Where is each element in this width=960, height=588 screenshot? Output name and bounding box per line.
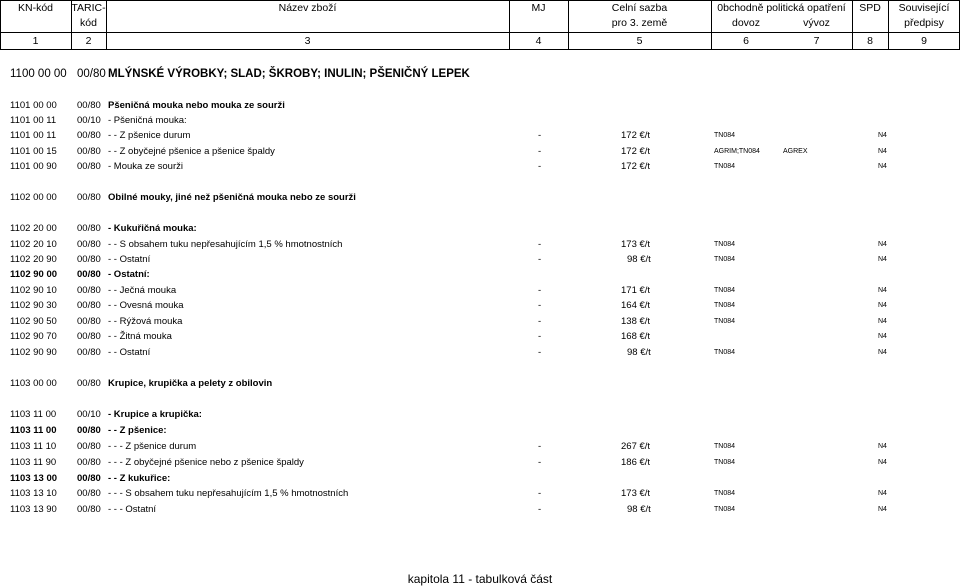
goods-name: - - Z pšenice: — [108, 425, 167, 436]
taric-code: 00/80 — [77, 146, 101, 157]
table-row — [0, 252, 960, 267]
table-row — [0, 190, 960, 205]
goods-name: - Ostatní: — [108, 269, 150, 280]
table-row — [0, 314, 960, 329]
taric-code: 00/80 — [77, 100, 101, 111]
kn-code: 1101 00 00 — [10, 100, 57, 111]
spd-code: N4 — [878, 148, 887, 155]
goods-name: - - Rýžová mouka — [108, 316, 183, 327]
spd-code: N4 — [878, 506, 887, 513]
table-row — [0, 345, 960, 360]
unit: - — [538, 488, 542, 499]
table-row — [0, 144, 960, 159]
unit: - — [538, 161, 542, 172]
goods-name: - - Ječná mouka — [108, 285, 177, 296]
import-measure: TN084 — [714, 506, 736, 513]
goods-name: - - S obsahem tuku nepřesahujícím 1,5 % hmotnostních — [108, 239, 343, 250]
goods-name: Krupice, krupička a pelety z obilovin — [108, 378, 273, 389]
unit: - — [538, 254, 542, 265]
unit: - — [538, 285, 542, 296]
kn-code: 1101 00 90 — [10, 161, 57, 172]
header-vyvoz: vývoz — [803, 17, 830, 29]
goods-name: Obilné mouky, jiné než pšeničná mouka nebo ze sourži — [108, 192, 356, 203]
table-row — [0, 423, 960, 438]
import-measure: TN084 — [714, 318, 736, 325]
taric-code: 00/80 — [77, 441, 101, 452]
spd-code: N4 — [878, 349, 887, 356]
kn-code: 1103 11 00 — [10, 409, 57, 420]
table-row — [0, 113, 960, 128]
kn-code: 1100 00 00 — [10, 68, 67, 80]
spd-code: N4 — [878, 256, 887, 263]
colnum-3: 3 — [304, 35, 311, 47]
goods-name: - - Žitná mouka — [108, 331, 172, 342]
header-taric: TARIC- — [71, 2, 106, 14]
taric-code: 00/80 — [77, 130, 101, 141]
table-row — [0, 159, 960, 174]
import-measure: TN084 — [714, 287, 736, 294]
colnum-4: 4 — [535, 35, 542, 47]
unit: - — [538, 300, 542, 311]
colnum-9: 9 — [921, 35, 927, 47]
spd-code: N4 — [878, 163, 887, 170]
goods-name: - Pšeničná mouka: — [108, 115, 187, 126]
duty-rate: 172 €/t — [621, 161, 651, 172]
taric-code: 00/80 — [77, 488, 101, 499]
table-row — [0, 407, 960, 422]
header-dovoz: dovoz — [731, 17, 761, 29]
kn-code: 1103 13 10 — [10, 488, 57, 499]
goods-name: - - Z kukuřice: — [108, 473, 171, 484]
taric-code: 00/80 — [77, 161, 101, 172]
import-measure: TN084 — [714, 443, 736, 450]
goods-name: - Kukuřičná mouka: — [108, 223, 197, 234]
header-predpisy: předpisy — [904, 17, 944, 29]
duty-rate: 168 €/t — [621, 331, 651, 342]
page-footer: kapitola 11 - tabulková část — [407, 572, 553, 586]
header-kn-kod: KN-kód — [17, 2, 53, 14]
header-pro-3-zeme: pro 3. země — [611, 17, 668, 29]
taric-code: 00/80 — [77, 300, 101, 311]
kn-code: 1102 90 90 — [10, 347, 57, 358]
taric-code: 00/10 — [77, 115, 101, 126]
duty-rate: 173 €/t — [621, 239, 651, 250]
spd-code: N4 — [878, 333, 887, 340]
goods-name: MLÝNSKÉ VÝROBKY; SLAD; ŠKROBY; INULIN; PŠENIČNÝ LEPEK — [108, 68, 470, 80]
colnum-7: 7 — [813, 35, 820, 47]
spd-code: N4 — [878, 459, 887, 466]
import-measure: TN084 — [714, 132, 736, 139]
duty-rate: 172 €/t — [621, 146, 651, 157]
spd-code: N4 — [878, 302, 887, 309]
goods-name: - - Ovesná mouka — [108, 300, 184, 311]
table-row — [0, 486, 960, 501]
taric-code: 00/80 — [77, 331, 101, 342]
duty-rate: 171 €/t — [621, 285, 651, 296]
goods-name: - - - Ostatní — [108, 504, 157, 515]
kn-code: 1103 11 10 — [10, 441, 57, 452]
kn-code: 1102 90 30 — [10, 300, 57, 311]
header-bottom-line — [0, 49, 960, 50]
duty-rate: 164 €/t — [621, 300, 651, 311]
header-mid-line — [0, 32, 960, 33]
table-row — [0, 455, 960, 470]
header-nazev: Název zboží — [278, 2, 337, 14]
spd-code: N4 — [878, 287, 887, 294]
taric-code: 00/80 — [77, 425, 101, 436]
export-measure: AGREX — [783, 148, 808, 155]
kn-code: 1102 00 00 — [10, 192, 57, 203]
taric-code: 00/80 — [77, 473, 101, 484]
spd-code: N4 — [878, 241, 887, 248]
goods-name: - - - S obsahem tuku nepřesahujícím 1,5 % hmotnostních — [108, 488, 349, 499]
import-measure: TN084 — [714, 241, 736, 248]
table-row — [0, 237, 960, 252]
kn-code: 1102 90 70 — [10, 331, 57, 342]
colnum-2: 2 — [85, 35, 92, 47]
unit: - — [538, 347, 542, 358]
import-measure: TN084 — [714, 490, 736, 497]
spd-code: N4 — [878, 443, 887, 450]
spd-code: N4 — [878, 132, 887, 139]
header-souvisejici: Související — [898, 2, 950, 14]
unit: - — [538, 130, 542, 141]
kn-code: 1103 00 00 — [10, 378, 57, 389]
goods-name: - - Z pšenice durum — [108, 130, 191, 141]
kn-code: 1101 00 11 — [10, 115, 57, 126]
duty-rate: 98 €/t — [627, 347, 651, 358]
kn-code: 1103 13 90 — [10, 504, 57, 515]
import-measure: TN084 — [714, 459, 736, 466]
taric-code: 00/80 — [77, 378, 101, 389]
taric-code: 00/80 — [77, 68, 106, 80]
table-row — [0, 267, 960, 282]
duty-rate: 98 €/t — [627, 254, 651, 265]
goods-name: - Krupice a krupička: — [108, 409, 202, 420]
table-row — [0, 298, 960, 313]
header-mj: MJ — [531, 2, 546, 14]
spd-code: N4 — [878, 490, 887, 497]
kn-code: 1103 11 00 — [10, 425, 57, 436]
duty-rate: 186 €/t — [621, 457, 651, 468]
goods-name: - - - Z obyčejné pšenice nebo z pšenice špaldy — [108, 457, 304, 468]
duty-rate: 138 €/t — [621, 316, 651, 327]
table-row — [0, 439, 960, 454]
goods-name: - - Ostatní — [108, 347, 151, 358]
kn-code: 1102 90 10 — [10, 285, 57, 296]
import-measure: TN084 — [714, 163, 736, 170]
taric-code: 00/80 — [77, 457, 101, 468]
duty-rate: 267 €/t — [621, 441, 651, 452]
kn-code: 1102 20 00 — [10, 223, 57, 234]
unit: - — [538, 504, 542, 515]
import-measure: AGRIM;TN084 — [714, 148, 760, 155]
spd-code: N4 — [878, 318, 887, 325]
import-measure: TN084 — [714, 349, 736, 356]
colnum-8: 8 — [867, 35, 873, 47]
duty-rate: 172 €/t — [621, 130, 651, 141]
import-measure: TN084 — [714, 256, 736, 263]
unit: - — [538, 457, 542, 468]
table-row — [0, 376, 960, 391]
goods-name: - - - Z pšenice durum — [108, 441, 197, 452]
goods-name: Pšeničná mouka nebo mouka ze sourži — [108, 100, 285, 111]
taric-code: 00/80 — [77, 192, 101, 203]
kn-code: 1103 11 90 — [10, 457, 57, 468]
taric-code: 00/80 — [77, 239, 101, 250]
table-row — [0, 502, 960, 517]
header-celni-sazba: Celní sazba — [611, 2, 668, 14]
import-measure: TN084 — [714, 302, 736, 309]
taric-code: 00/80 — [77, 254, 101, 265]
table-row — [0, 329, 960, 344]
kn-code: 1103 13 00 — [10, 473, 58, 484]
kn-code: 1101 00 11 — [10, 130, 57, 141]
table-row — [0, 221, 960, 236]
taric-code: 00/80 — [77, 504, 101, 515]
kn-code: 1102 90 00 — [10, 269, 58, 280]
taric-code: 00/80 — [77, 347, 101, 358]
kn-code: 1102 20 10 — [10, 239, 57, 250]
unit: - — [538, 316, 542, 327]
header-spd: SPD — [859, 2, 881, 14]
taric-code: 00/80 — [77, 285, 101, 296]
goods-name: - - Ostatní — [108, 254, 151, 265]
header-opatreni: 0bchodně politická opatření — [717, 2, 846, 14]
unit: - — [538, 331, 542, 342]
colnum-5: 5 — [636, 35, 643, 47]
duty-rate: 98 €/t — [627, 504, 651, 515]
kn-code: 1101 00 15 — [10, 146, 57, 157]
taric-code: 00/80 — [77, 316, 101, 327]
table-row — [0, 98, 960, 113]
unit: - — [538, 441, 542, 452]
header-kod: kód — [80, 17, 97, 29]
colnum-1: 1 — [32, 35, 39, 47]
taric-code: 00/80 — [77, 223, 101, 234]
table-row — [0, 283, 960, 298]
header-top-line — [0, 0, 960, 1]
colnum-6: 6 — [743, 35, 749, 47]
kn-code: 1102 90 50 — [10, 316, 57, 327]
goods-name: - Mouka ze sourži — [108, 161, 183, 172]
unit: - — [538, 146, 542, 157]
taric-code: 00/80 — [77, 269, 101, 280]
table-row — [0, 471, 960, 486]
table-row — [0, 67, 960, 82]
unit: - — [538, 239, 542, 250]
duty-rate: 173 €/t — [621, 488, 651, 499]
goods-name: - - Z obyčejné pšenice a pšenice špaldy — [108, 146, 275, 157]
table-row — [0, 128, 960, 143]
kn-code: 1102 20 90 — [10, 254, 57, 265]
taric-code: 00/10 — [77, 409, 101, 420]
